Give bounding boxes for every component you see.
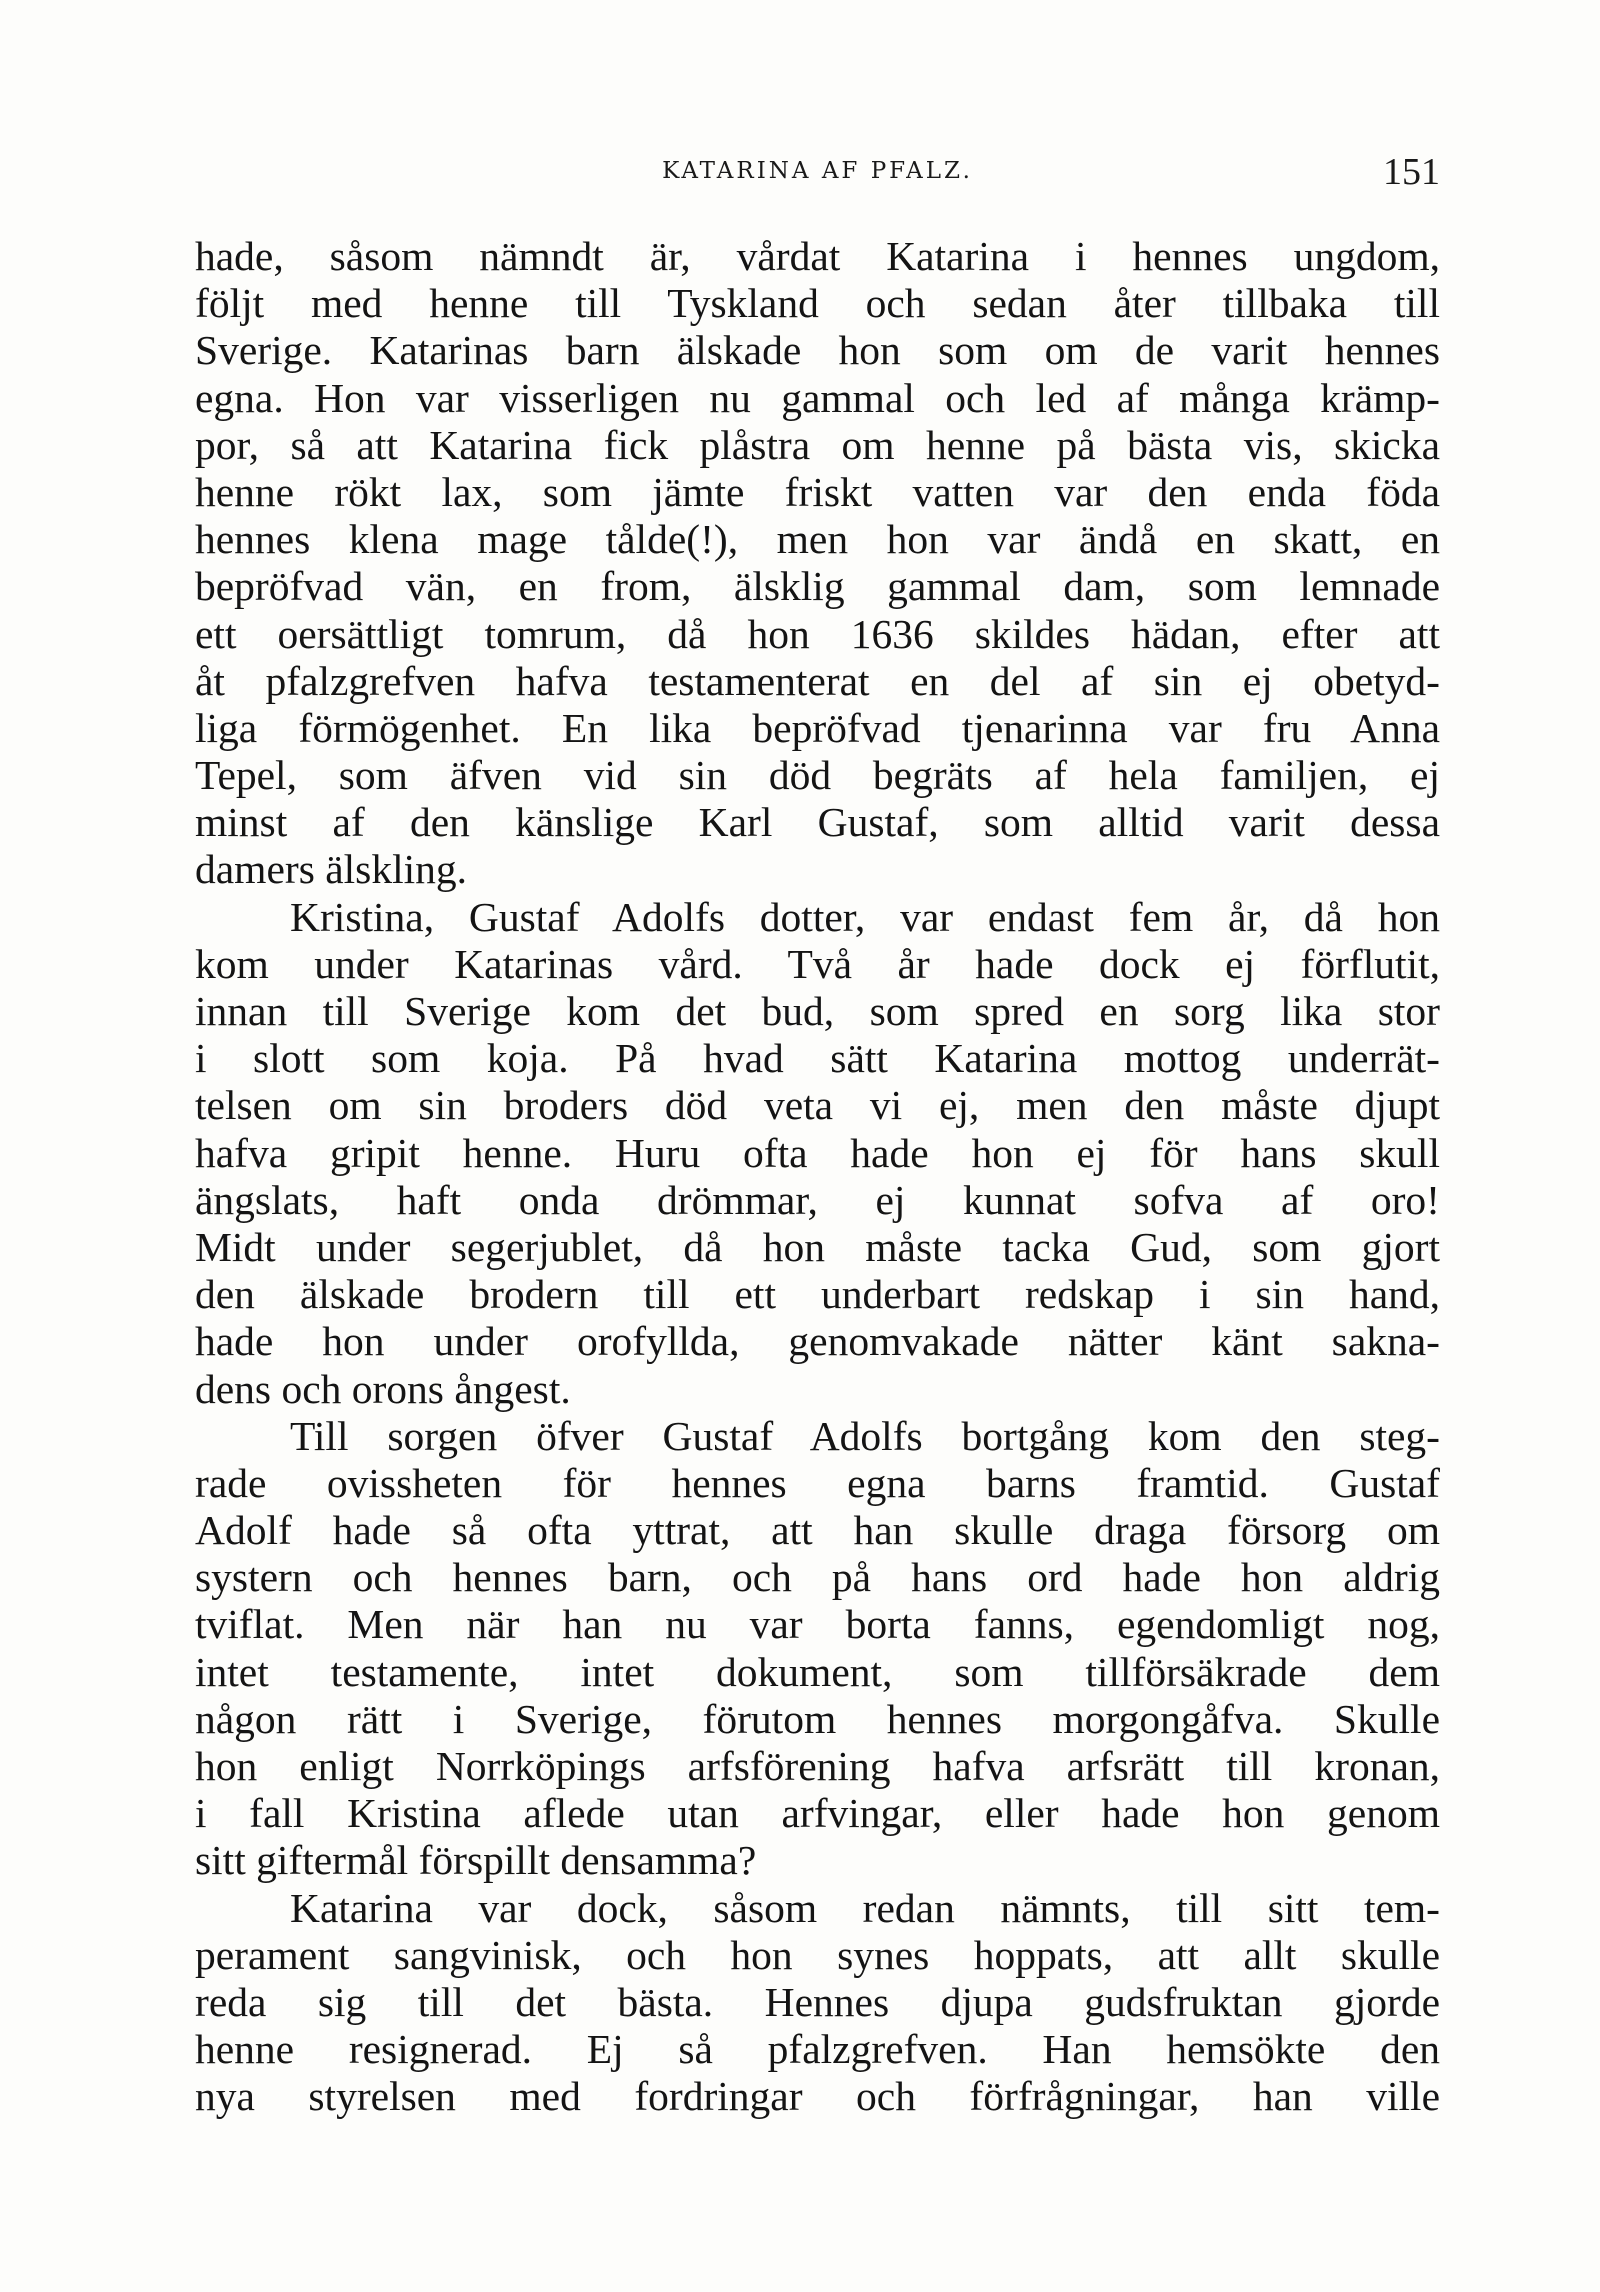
text-line: telsen om sin broders död veta vi ej, men den måste djupt: [195, 1082, 1440, 1129]
text-line: henne rökt lax, som jämte friskt vatten var den enda föda: [195, 468, 1440, 515]
text-line: reda sig till det bästa. Hennes djupa gudsfruktan gjorde: [195, 1978, 1440, 2025]
text-line: henne resignerad. Ej så pfalzgrefven. Han hemsökte den: [195, 2026, 1440, 2073]
text-line: bepröfvad vän, en from, älsklig gammal dam, som lemnade: [195, 563, 1440, 610]
text-line: den älskade brodern till ett underbart redskap i sin hand,: [195, 1271, 1440, 1318]
text-line: hon enligt Norrköpings arfsförening hafva arfsrätt till kronan,: [195, 1743, 1440, 1789]
page-number: 151: [1383, 151, 1440, 193]
text-line: perament sangvinisk, och hon synes hoppats, att allt skulle: [195, 1931, 1440, 1978]
text-line: följt med henne till Tyskland och sedan åter tillbaka till: [195, 280, 1440, 327]
running-title: KATARINA AF PFALZ.: [662, 158, 973, 184]
text-line: hennes klena mage tålde(!), men hon var ändå en skatt, en: [195, 516, 1440, 563]
running-header: [195, 150, 1440, 200]
paragraph-2: [195, 894, 1440, 1413]
text-line: Sverige. Katarinas barn älskade hon som om de varit hennes: [195, 327, 1440, 374]
text-line: minst af den känslige Karl Gustaf, som alltid varit dessa: [195, 799, 1440, 846]
text-line: i slott som koja. På hvad sätt Katarina mottog underrät-: [195, 1035, 1440, 1082]
text-line: Katarina var dock, såsom redan nämnts, till sitt tem-: [290, 1884, 1440, 1931]
paragraph-1: [195, 233, 1440, 894]
text-line: Adolf hade så ofta yttrat, att han skulle draga försorg om: [195, 1507, 1440, 1554]
text-line: åt pfalzgrefven hafva testamenterat en del af sin ej obetyd-: [195, 657, 1440, 704]
body-text: [195, 233, 1440, 2121]
text-line: ängslats, haft onda drömmar, ej kunnat sofva af oro!: [195, 1176, 1440, 1223]
text-line: hade hon under orofyllda, genomvakade nätter känt sakna-: [195, 1318, 1440, 1365]
text-line: systern och hennes barn, och på hans ord hade hon aldrig: [195, 1554, 1440, 1601]
text-line: liga förmögenhet. En lika bepröfvad tjenarinna var fru Anna: [195, 704, 1440, 751]
text-line: i fall Kristina aflede utan arfvingar, eller hade hon genom: [195, 1790, 1440, 1837]
text-line: någon rätt i Sverige, förutom hennes morgongåfva. Skulle: [195, 1695, 1440, 1742]
text-line: hafva gripit henne. Huru ofta hade hon ej för hans skull: [195, 1129, 1440, 1176]
text-line: Till sorgen öfver Gustaf Adolfs bortgång kom den steg-: [290, 1412, 1440, 1459]
text-line: tviflat. Men när han nu var borta fanns, egendomligt nog,: [195, 1601, 1440, 1648]
text-line: intet testamente, intet dokument, som tillförsäkrade dem: [195, 1648, 1440, 1695]
text-line: nya styrelsen med fordringar och förfrågningar, han ville: [195, 2073, 1440, 2120]
text-line: Kristina, Gustaf Adolfs dotter, var endast fem år, då hon: [290, 893, 1440, 940]
paragraph-3: [195, 1413, 1440, 1885]
text-line: dens och orons ångest.: [195, 1365, 571, 1412]
text-line: kom under Katarinas vård. Två år hade dock ej förflutit,: [195, 940, 1440, 987]
text-line: por, så att Katarina fick plåstra om henne på bästa vis, skicka: [195, 421, 1440, 468]
text-line: hade, såsom nämndt är, vårdat Katarina i hennes ungdom,: [195, 233, 1440, 279]
text-line: damers älskling.: [195, 846, 467, 893]
text-line: egna. Hon var visserligen nu gammal och led af många krämp-: [195, 374, 1440, 421]
paragraph-4: [195, 1885, 1440, 2121]
text-line: innan till Sverige kom det bud, som spred en sorg lika stor: [195, 988, 1440, 1034]
text-line: ett oersättligt tomrum, då hon 1636 skildes hädan, efter att: [195, 610, 1440, 657]
text-line: Tepel, som äfven vid sin död begräts af hela familjen, ej: [195, 752, 1440, 799]
text-line: sitt giftermål förspillt densamma?: [195, 1837, 757, 1884]
text-line: Midt under segerjublet, då hon måste tacka Gud, som gjort: [195, 1223, 1440, 1270]
text-line: rade ovissheten för hennes egna barns framtid. Gustaf: [195, 1459, 1440, 1506]
